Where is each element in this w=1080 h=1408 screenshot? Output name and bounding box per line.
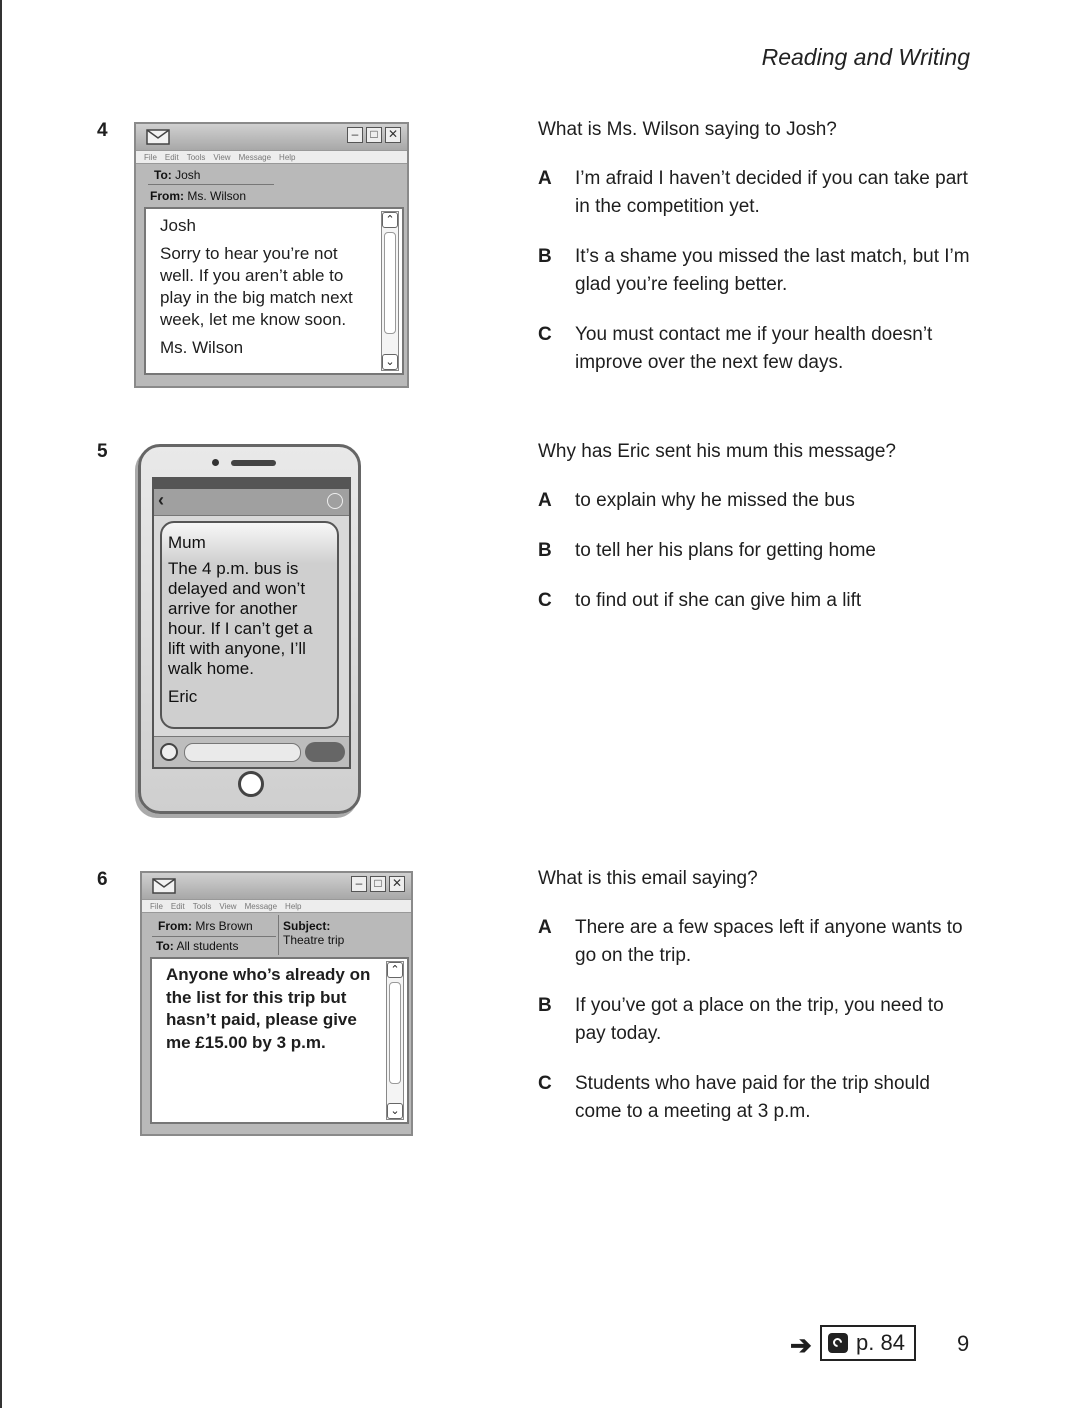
- maximize-icon[interactable]: □: [370, 876, 386, 892]
- section-header: Reading and Writing: [761, 44, 970, 70]
- from-label: From:: [158, 919, 192, 933]
- email-titlebar: [136, 124, 407, 150]
- email-signature: Ms. Wilson: [160, 338, 244, 357]
- minimize-icon[interactable]: –: [347, 127, 363, 143]
- to-label: To:: [154, 168, 172, 182]
- question-number-5: 5: [97, 441, 108, 462]
- option-text: It’s a shame you missed the last match, but I’m glad you’re feeling better.: [575, 246, 970, 295]
- email-to-line: [156, 939, 238, 953]
- scroll-down-icon[interactable]: ⌄: [382, 354, 398, 370]
- to-value: All students: [176, 939, 239, 953]
- scroll-thumb[interactable]: [384, 232, 396, 334]
- question-prompt: Why has Eric sent his mum this message?: [538, 441, 896, 462]
- option-text: to tell her his plans for getting home: [575, 540, 877, 561]
- email-subject: [283, 919, 344, 947]
- option-c[interactable]: [538, 321, 978, 377]
- envelope-icon: [152, 878, 176, 894]
- message-bubble: [160, 521, 339, 729]
- email-scrollbar[interactable]: [381, 211, 399, 371]
- envelope-icon: [146, 129, 170, 145]
- chat-appbar: [154, 489, 349, 516]
- email-to-line: [154, 168, 200, 182]
- back-arrow-icon[interactable]: ‹: [158, 490, 164, 510]
- email-from-line: [150, 189, 246, 203]
- option-text: I’m afraid I haven’t decided if you can take part in the competition yet.: [575, 168, 968, 217]
- scroll-down-icon[interactable]: ⌄: [387, 1103, 403, 1119]
- phone-mockup: [138, 444, 361, 814]
- email-message: Anyone who’s already on the list for this trip but hasn’t paid, please give me £15.00 by 3 p.m.: [166, 965, 371, 1052]
- menu-view[interactable]: View: [213, 152, 231, 162]
- email-greeting: Josh: [160, 216, 196, 235]
- maximize-icon[interactable]: □: [366, 127, 382, 143]
- email-from-line: [158, 919, 253, 933]
- to-label: To:: [156, 939, 174, 953]
- option-c[interactable]: [538, 587, 978, 615]
- from-label: From:: [150, 189, 184, 203]
- option-text: There are a few spaces left if anyone wants to go on the trip.: [575, 917, 963, 966]
- email-body: [150, 957, 409, 1124]
- email-scrollbar[interactable]: [386, 961, 404, 1120]
- contact-avatar-icon[interactable]: [327, 493, 343, 509]
- message-signature: Eric: [168, 687, 198, 706]
- to-value: Josh: [175, 168, 201, 182]
- option-text: to explain why he missed the bus: [575, 490, 855, 511]
- option-letter: B: [538, 540, 552, 561]
- option-b[interactable]: [538, 243, 978, 299]
- subject-value: Theatre trip: [283, 933, 345, 947]
- camera-icon[interactable]: [160, 743, 178, 761]
- question-number-6: 6: [97, 869, 108, 890]
- option-b[interactable]: [538, 992, 978, 1048]
- menu-edit[interactable]: Edit: [170, 901, 185, 911]
- question-prompt: What is Ms. Wilson saying to Josh?: [538, 119, 837, 140]
- minimize-icon[interactable]: –: [351, 876, 367, 892]
- message-input[interactable]: [184, 743, 301, 762]
- close-icon[interactable]: ✕: [385, 127, 401, 143]
- menu-help[interactable]: Help: [285, 901, 302, 911]
- send-button[interactable]: [305, 742, 345, 762]
- page-edge: [0, 0, 2, 1408]
- option-letter: C: [538, 324, 552, 345]
- option-letter: C: [538, 1073, 552, 1094]
- option-letter: C: [538, 590, 552, 611]
- menu-edit[interactable]: Edit: [164, 152, 179, 162]
- menu-file[interactable]: File: [150, 901, 163, 911]
- question-6: [538, 866, 978, 1148]
- option-letter: B: [538, 246, 552, 267]
- reference-icon: [828, 1333, 848, 1353]
- option-text: to find out if she can give him a lift: [575, 590, 862, 611]
- option-text: If you’ve got a place on the trip, you need to pay today.: [575, 995, 944, 1044]
- email-body: [144, 207, 404, 375]
- phone-screen: [152, 477, 351, 769]
- from-value: Ms. Wilson: [187, 189, 247, 203]
- menu-view[interactable]: View: [219, 901, 237, 911]
- email-window-q4: [134, 122, 409, 388]
- option-letter: B: [538, 995, 552, 1016]
- page-reference-text: p. 84: [856, 1330, 905, 1355]
- from-value: Mrs Brown: [195, 919, 253, 933]
- home-button[interactable]: [238, 771, 264, 797]
- option-letter: A: [538, 168, 552, 189]
- page-reference-link[interactable]: [820, 1325, 916, 1361]
- option-a[interactable]: [538, 165, 978, 221]
- camera-dot: [212, 459, 219, 466]
- option-a[interactable]: [538, 914, 978, 970]
- message-body: The 4 p.m. bus is delayed and won’t arrive for another hour. If I can’t get a lift with anyone, I’ll walk home.: [168, 559, 313, 678]
- scroll-thumb[interactable]: [389, 982, 401, 1084]
- email-menubar: [136, 150, 407, 164]
- option-a[interactable]: [538, 487, 978, 515]
- subject-label: Subject:: [283, 919, 331, 933]
- question-5: [538, 439, 978, 637]
- email-titlebar: [142, 873, 411, 899]
- message-input-bar: [154, 736, 349, 767]
- option-c[interactable]: [538, 1070, 978, 1126]
- question-4: [538, 117, 978, 399]
- speaker-slot: [231, 460, 276, 466]
- question-number-4: 4: [97, 120, 108, 141]
- menu-tools[interactable]: Tools: [186, 152, 206, 162]
- question-prompt: What is this email saying?: [538, 868, 758, 889]
- option-b[interactable]: [538, 537, 978, 565]
- menu-message[interactable]: Message: [244, 901, 278, 911]
- scroll-up-icon[interactable]: ⌃: [382, 212, 398, 228]
- option-letter: A: [538, 490, 552, 511]
- close-icon[interactable]: ✕: [389, 876, 405, 892]
- page-number: 9: [957, 1331, 970, 1356]
- scroll-up-icon[interactable]: ⌃: [387, 962, 403, 978]
- status-bar: [154, 479, 349, 489]
- option-text: You must contact me if your health doesn’t improve over the next few days.: [575, 324, 933, 373]
- option-text: Students who have paid for the trip should come to a meeting at 3 p.m.: [575, 1073, 930, 1122]
- option-letter: A: [538, 917, 552, 938]
- menu-tools[interactable]: Tools: [192, 901, 212, 911]
- menu-help[interactable]: Help: [279, 152, 296, 162]
- menu-file[interactable]: File: [144, 152, 157, 162]
- menu-message[interactable]: Message: [238, 152, 272, 162]
- email-message: Sorry to hear you’re not well. If you aren’t able to play in the big match next week, let me know soon.: [160, 244, 353, 329]
- message-greeting: Mum: [168, 533, 206, 552]
- arrow-right-icon: ➔: [790, 1330, 812, 1360]
- email-menubar: [142, 899, 411, 913]
- email-window-q6: [140, 871, 413, 1136]
